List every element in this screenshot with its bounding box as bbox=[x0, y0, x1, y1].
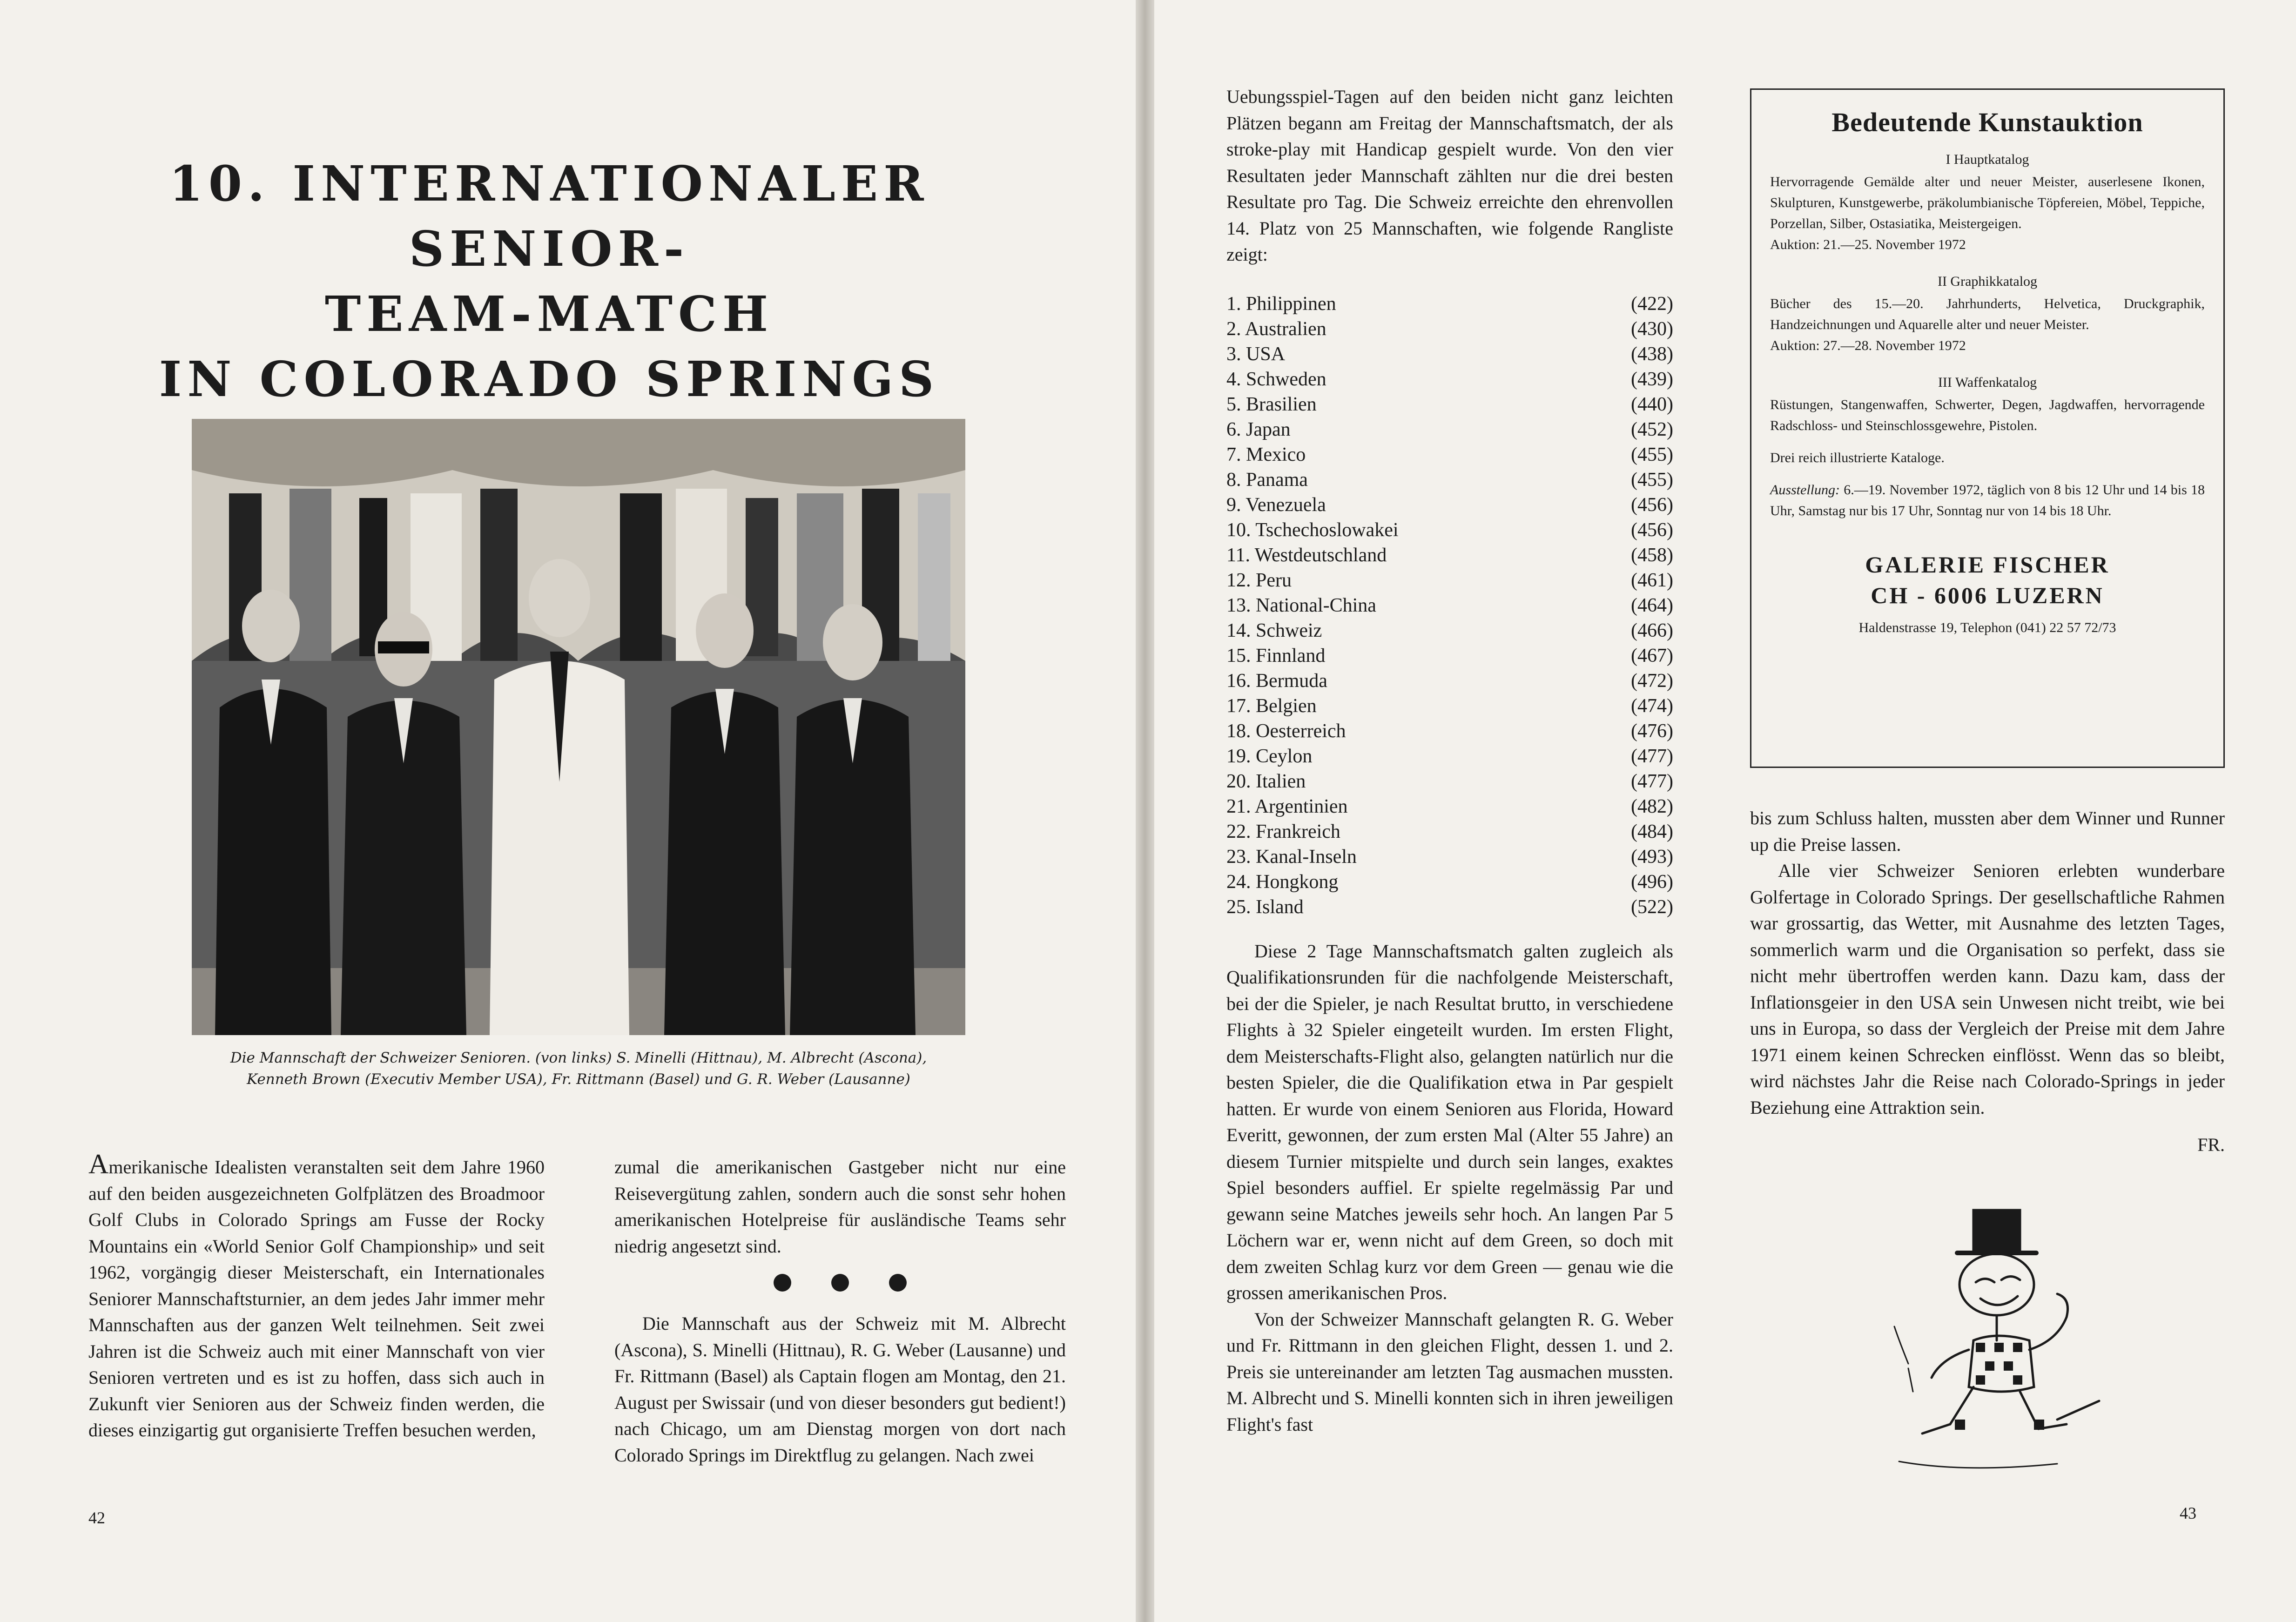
drop-cap: A bbox=[88, 1149, 109, 1179]
ranking-row bbox=[1226, 367, 1673, 392]
intro-continued: Uebungsspiel-Tagen auf den beiden nicht ganz leichten Plätzen begann am Freitag der Mannschaftsmatch, der als stroke-play mit Handicap gespielt wurde. Von den vier Resultaten jeder Mannschaft zählten nur die drei besten Resultate pro Tag. Die Schweiz erreichte den ehrenvollen 14. Platz von 25 Mannschaften, wie folgende Rangliste zeigt: bbox=[1226, 86, 1673, 265]
team-score: (477) bbox=[1631, 770, 1673, 792]
team-score: (493) bbox=[1631, 846, 1673, 868]
team-score: (438) bbox=[1631, 343, 1673, 365]
ranking-row bbox=[1226, 417, 1673, 442]
ranking-row bbox=[1226, 342, 1673, 367]
page-number-right: 43 bbox=[2180, 1504, 2196, 1522]
ranking-row bbox=[1226, 744, 1673, 769]
team-label: 20. Italien bbox=[1226, 770, 1306, 792]
team-label: 8. Panama bbox=[1226, 469, 1308, 491]
team-label: 22. Frankreich bbox=[1226, 821, 1340, 842]
photo-caption bbox=[192, 1047, 965, 1090]
team-score: (477) bbox=[1631, 745, 1673, 767]
team-score: (430) bbox=[1631, 318, 1673, 340]
team-score: (522) bbox=[1631, 896, 1673, 918]
team-label: 7. Mexico bbox=[1226, 444, 1306, 465]
team-label: 21. Argentinien bbox=[1226, 795, 1348, 817]
column-2 bbox=[614, 1154, 1066, 1468]
ad-section-text: Rüstungen, Stangenwaffen, Schwerter, Degen, Jagdwaffen, hervorragende Radschloss- und Steinschlossgewehre, Pistolen. bbox=[1770, 397, 2205, 433]
ranking-row bbox=[1226, 316, 1673, 342]
team-label: 6. Japan bbox=[1226, 418, 1291, 440]
col4-paragraph-2: Alle vier Schweizer Senioren erlebten wunderbare Golfertage in Colorado Springs. Der gesellschaftliche Rahmen war grossartig, das Wetter, mit Ausnahme des letzten Tages, sommerlich warm und die Organisation so perfekt, dass sie nicht mehr übertroffen werden kann. Dazu kam, dass der Inflationsgeier in den USA sein Unwesen nicht treibt, wie bei uns in Europa, so dass der Vergleich der Preise mit dem Jahre 1971 einem keinen Schrecken einflösst. Wenn das so bleibt, wird nächstes Jahr die Reise nach Colorado-Springs in jeder Beziehung eine Attraktion sein. bbox=[1750, 860, 2225, 1118]
col3-paragraph-2: Von der Schweizer Mannschaft gelangten R. G. Weber und Fr. Rittmann in den gleichen Flight, dessen 1. und 2. Preis sie untereinander am letzten Tag ausmachen mussten. M. Albrecht und S. Minelli konnten sich in ihren jeweiligen Flight's fast bbox=[1226, 1308, 1673, 1435]
team-score: (455) bbox=[1631, 469, 1673, 491]
title-line-1: 10. INTERNATIONALER SENIOR- bbox=[169, 155, 929, 277]
ad-gallery-city: CH - 6006 LUZERN bbox=[1871, 582, 2104, 608]
ranking-row bbox=[1226, 291, 1673, 316]
caption-line-2: Kenneth Brown (Executiv Member USA), Fr. Rittmann (Basel) und G. R. Weber (Lausanne) bbox=[247, 1071, 910, 1088]
title-line-3: IN COLORADO SPRINGS bbox=[159, 350, 940, 408]
team-label: 12. Peru bbox=[1226, 569, 1292, 591]
left-page bbox=[0, 0, 1136, 1622]
team-score: (455) bbox=[1631, 444, 1673, 465]
team-label: 2. Australien bbox=[1226, 318, 1326, 340]
ranking-row bbox=[1226, 568, 1673, 593]
ranking-row bbox=[1226, 518, 1673, 543]
team-label: 16. Bermuda bbox=[1226, 670, 1327, 692]
ad-auction-date: Auktion: 21.—25. November 1972 bbox=[1770, 237, 1966, 252]
team-score: (458) bbox=[1631, 544, 1673, 566]
ad-title: Bedeutende Kunstauktion bbox=[1831, 107, 2143, 137]
ad-gallery bbox=[1770, 549, 2205, 611]
team-score: (466) bbox=[1631, 619, 1673, 641]
team-score: (440) bbox=[1631, 393, 1673, 415]
ad-exhibition-label: Ausstellung: bbox=[1770, 482, 1840, 498]
team-label: 4. Schweden bbox=[1226, 368, 1326, 390]
intro-text: merikanische Idealisten veranstalten seit dem Jahre 1960 auf den beiden ausgezeichneten Golfplätzen des Broadmoor Golf Clubs in Colorado Springs am Fusse der Rocky Mountains ein «World Senior Golf Championship» und seit 1962, vorgängig dieser Meisterschaft, ein Internationales Seniorer Mannschaftsturnier, an dem jedes Jahr immer mehr Mannschaften aus der ganzen Welt teilnehmen. Seit zwei Jahren ist die Schweiz auch mit einer Mannschaft von vier Senioren vertreten und es ist zu hoffen, dass sich auch in Zukunft vier Senioren aus der Schweiz finden werden, die dieses einzigartig gut organisierte Treffen besuchen werden, bbox=[88, 1157, 545, 1440]
intro-paragraph bbox=[88, 1149, 545, 1444]
ranking-row bbox=[1226, 769, 1673, 794]
team-photo bbox=[192, 419, 965, 1035]
ad-address: Haldenstrasse 19, Telephon (041) 22 57 72/73 bbox=[1858, 620, 2116, 635]
divider-dot bbox=[774, 1274, 791, 1292]
team-score: (464) bbox=[1631, 594, 1673, 616]
ranking-row bbox=[1226, 618, 1673, 643]
ad-gallery-name: GALERIE FISCHER bbox=[1865, 552, 2110, 578]
team-score: (482) bbox=[1631, 795, 1673, 817]
ad-section-heading: I Hauptkatalog bbox=[1946, 152, 2029, 167]
team-score: (422) bbox=[1631, 293, 1673, 315]
ranking-row bbox=[1226, 442, 1673, 467]
ranking-row bbox=[1226, 668, 1673, 693]
col3-paragraph-1: Diese 2 Tage Mannschaftsmatch galten zugleich als Qualifikationsrunden für die nachfolgende Meisterschaft, bei der die Spieler, je nach Resultat brutto, in verschiedene Flights à 32 Spieler eingeteilt wurden. Im ersten Flight, dem Meisterschafts-Flight also, gelangten natürlich nur die besten Spieler, die die Qualifikation etwa in Par gespielt hatten. Er wurde von einem Senioren aus Florida, Howard Everitt, gewonnen, der zum ersten Mal (Alter 55 Jahre) an diesem Turnier mitspielte und durch sein langes, exaktes Spiel besonders auffiel. Er spielte regelmässig Par und gewann seine Matches jeweils sehr hoch. An langen Par 5 Löchern war er, wenn nicht auf dem Green, so doch mit dem zweiten Schlag kurz vor dem Green — genau wie die grossen amerikanischen Pros. bbox=[1226, 940, 1673, 1303]
team-label: 13. National-China bbox=[1226, 594, 1376, 616]
ranking-row bbox=[1226, 819, 1673, 844]
ranking-list bbox=[1226, 291, 1673, 920]
team-label: 24. Hongkong bbox=[1226, 871, 1339, 893]
team-label: 14. Schweiz bbox=[1226, 619, 1322, 641]
team-label: 19. Ceylon bbox=[1226, 745, 1313, 767]
team-score: (439) bbox=[1631, 368, 1673, 390]
team-score: (472) bbox=[1631, 670, 1673, 692]
ranking-row bbox=[1226, 467, 1673, 492]
page-number-left: 42 bbox=[88, 1508, 105, 1527]
col4-paragraph-1: bis zum Schluss halten, mussten aber dem Winner und Runner up die Preise lassen. bbox=[1750, 808, 2225, 855]
team-photo-image bbox=[192, 419, 965, 1035]
ranking-row bbox=[1226, 643, 1673, 668]
auction-advertisement bbox=[1750, 88, 2225, 768]
book-gutter bbox=[1136, 0, 1154, 1622]
ad-section-text: Hervorragende Gemälde alter und neuer Meister, auserlesene Ikonen, Skulpturen, Kunstgewerbe, präkolumbianische Töpfereien, Möbel, Teppiche, Porzellan, Silber, Ostasiatika, Meistergeigen. bbox=[1770, 174, 2205, 231]
ranking-row bbox=[1226, 693, 1673, 719]
ad-catalogs-note: Drei reich illustrierte Kataloge. bbox=[1770, 450, 1945, 465]
author-signature: FR. bbox=[2197, 1134, 2225, 1155]
ranking-row bbox=[1226, 844, 1673, 869]
ranking-row bbox=[1226, 543, 1673, 568]
team-label: 10. Tschechoslowakei bbox=[1226, 519, 1399, 541]
golfer-cartoon bbox=[1880, 1201, 2113, 1489]
team-label: 1. Philippinen bbox=[1226, 293, 1336, 315]
divider-dot bbox=[889, 1274, 907, 1292]
ranking-row bbox=[1226, 895, 1673, 920]
section-divider bbox=[614, 1264, 1066, 1301]
ad-exhibition-text: 6.—19. November 1972, täglich von 8 bis 12 Uhr und 14 bis 18 Uhr, Samstag nur bis 17 Uhr, Sonntag nur von 14 bis 18 Uhr. bbox=[1770, 482, 2205, 518]
ranking-row bbox=[1226, 492, 1673, 518]
team-label: 25. Island bbox=[1226, 896, 1304, 918]
team-score: (456) bbox=[1631, 519, 1673, 541]
ad-section-heading: III Waffenkatalog bbox=[1938, 375, 2037, 390]
divider-dot bbox=[831, 1274, 849, 1292]
col2-paragraph-2: Die Mannschaft aus der Schweiz mit M. Albrecht (Ascona), S. Minelli (Hittnau), R. G. Weber (Lausanne) und Fr. Rittmann (Basel) als Captain flogen am Montag, den 21. August per Swissair (und von dieser besonders gut bedient!) nach Chicago, um am Dienstag morgen von dort nach Colorado Springs im Direktflug zu gelangen. Nach zwei bbox=[614, 1313, 1066, 1466]
team-label: 15. Finnland bbox=[1226, 645, 1326, 666]
team-label: 17. Belgien bbox=[1226, 695, 1317, 717]
golfer-cartoon-drawing bbox=[1880, 1201, 2113, 1489]
team-score: (484) bbox=[1631, 821, 1673, 842]
team-score: (461) bbox=[1631, 569, 1673, 591]
ad-exhibition bbox=[1770, 479, 2205, 521]
team-score: (452) bbox=[1631, 418, 1673, 440]
team-label: 11. Westdeutschland bbox=[1226, 544, 1387, 566]
team-label: 23. Kanal-Inseln bbox=[1226, 846, 1357, 868]
ad-section-text: Bücher des 15.—20. Jahrhunderts, Helvetica, Druckgraphik, Handzeichnungen und Aquarelle alter und neuer Meister. bbox=[1770, 296, 2205, 332]
ranking-row bbox=[1226, 593, 1673, 618]
ad-section-heading: II Graphikkatalog bbox=[1937, 274, 2038, 289]
column-4 bbox=[1750, 805, 2225, 1158]
ranking-row bbox=[1226, 392, 1673, 417]
team-score: (496) bbox=[1631, 871, 1673, 893]
team-score: (456) bbox=[1631, 494, 1673, 516]
column-1 bbox=[88, 1149, 545, 1444]
team-score: (467) bbox=[1631, 645, 1673, 666]
ranking-row bbox=[1226, 719, 1673, 744]
ranking-row bbox=[1226, 869, 1673, 895]
col2-paragraph-1: zumal die amerikanischen Gastgeber nicht nur eine Reisevergütung zahlen, sondern auch die sonst sehr hohen amerikanischen Hotelpreise für ausländische Teams sehr niedrig angesetzt sind. bbox=[614, 1157, 1066, 1257]
team-label: 18. Oesterreich bbox=[1226, 720, 1346, 742]
title-line-2: TEAM-MATCH bbox=[324, 285, 774, 343]
right-page bbox=[1154, 0, 2296, 1622]
team-score: (476) bbox=[1631, 720, 1673, 742]
ranking-row bbox=[1226, 794, 1673, 819]
caption-line-1: Die Mannschaft der Schweizer Senioren. (von links) S. Minelli (Hittnau), M. Albrecht (Ascona), bbox=[230, 1050, 927, 1066]
team-label: 3. USA bbox=[1226, 343, 1286, 365]
team-label: 5. Brasilien bbox=[1226, 393, 1317, 415]
team-label: 9. Venezuela bbox=[1226, 494, 1326, 516]
team-score: (474) bbox=[1631, 695, 1673, 717]
ad-auction-date: Auktion: 27.—28. November 1972 bbox=[1770, 338, 1966, 353]
column-3 bbox=[1226, 84, 1673, 1438]
